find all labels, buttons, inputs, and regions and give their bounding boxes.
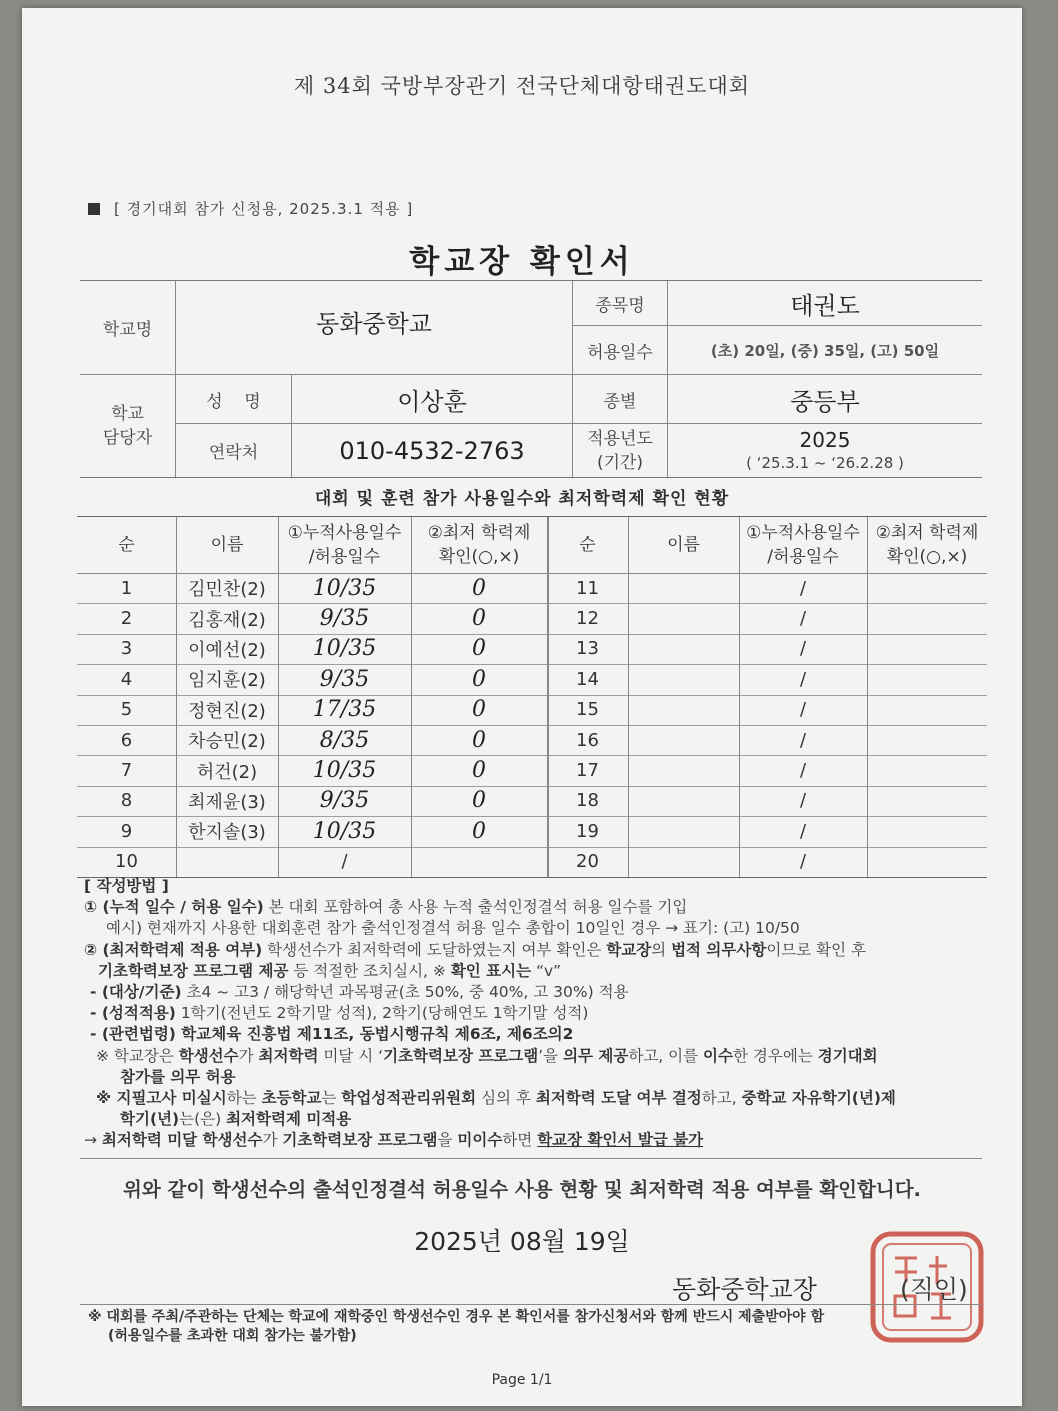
name-label: 성 명 [206,391,261,412]
document-title: 학교장 확인서 [409,244,635,280]
row-no: 2 [120,608,133,630]
instr-4b: 등 적절한 조치실시, ※ [288,961,451,980]
row-no: 8 [120,790,133,812]
instr-8a: ※ 학교장은 [96,1046,179,1065]
instr-10e: 학업성적관리위원회 [341,1089,477,1108]
info-table [80,280,982,478]
instr-11c: 최저학력제 미적용 [226,1110,352,1129]
row-days: / [799,638,807,660]
instr-12a: → [84,1131,102,1150]
row-days: 8/35 [319,727,370,753]
instr-8b: 학생선수 [178,1046,239,1065]
competition-title: 제 34회 국방부장관기 전국단체대항태권도대회 [293,74,751,98]
period-value: ( ‘25.3.1 ~ ‘26.2.28 ) [746,454,904,472]
instr-12c: 가 [262,1131,283,1150]
instructions-heading: [ 작성방법 ] [84,877,169,895]
row-days: 17/35 [312,697,377,723]
instr-10a: ※ 지필고사 미실시 [96,1089,227,1108]
header-days: ①누적사용일수 /허용일수 [746,523,860,567]
instr-7: - (관련법령) 학교체육 진흥법 제11조, 동법시행규칙 제6조, 제6조의2 [90,1025,574,1044]
instr-6a: - (성적적용) [90,1004,176,1023]
year-value: 2025 [799,428,851,452]
row-name: 김민찬(2) [188,579,266,601]
roster-table [77,516,987,878]
row-name [628,725,739,755]
header-no: 순 [579,535,596,555]
notice-text: [ 경기대회 참가 신청용, 2025.3.1 적용 ] [114,200,414,218]
instr-11b: 는(은) [179,1110,227,1129]
row-name: 차승민(2) [188,731,266,753]
row-days: 10/35 [312,636,377,662]
instr-8i: 하고, 이를 [628,1046,704,1065]
header-academic: ②최저 학력제 확인(○,×) [875,523,979,567]
row-check [867,755,987,785]
row-check [867,573,987,603]
instr-8f: 기초학력보장 프로그램 [383,1046,539,1065]
footnote-line1: ※ 대회를 주최/주관하는 단체는 학교에 재학중인 학생선수인 경우 본 확인서를 참가신청서와 함께 반드시 제출받아야 함 [88,1309,825,1325]
row-no: 10 [115,851,138,873]
row-check [867,603,987,633]
allowed-days-label: 허용일수 [587,342,653,363]
row-days: / [799,729,807,751]
instr-12e: 을 [437,1131,458,1150]
row-check: 0 [472,636,486,662]
row-name [176,847,278,877]
row-name [628,755,739,785]
row-check [867,725,987,755]
row-name [628,634,739,664]
instr-10d: 는 [321,1089,342,1108]
row-days: / [799,699,807,721]
instr-12d: 기초학력보장 프로그램 [282,1131,438,1150]
row-no: 18 [576,790,599,812]
row-name: 한지솔(3) [188,822,266,844]
division-value: 중등부 [790,387,860,416]
instr-3f: 이므로 확인 후 [766,940,867,959]
application-notice [88,198,413,219]
row-check: 0 [472,758,486,784]
row-no: 9 [120,820,133,842]
header-academic: ②최저 학력제 확인(○,×) [427,523,531,567]
instr-12g: 하면 [502,1131,538,1150]
instr-8c: 가 [238,1046,259,1065]
instr-12h: 학교장 확인서 발급 불가 [537,1131,704,1150]
instr-8d: 최저학력 [258,1046,319,1065]
instr-4c: 확인 표시는 [450,961,532,980]
instr-10i: 중학교 자유학기(년)제 [741,1089,896,1108]
issue-date: 2025년 08월 19일 [414,1227,630,1256]
instructions [84,876,1004,1152]
row-name [628,573,739,603]
principal-name: 동화중학교장 [672,1275,817,1304]
name-value: 이상훈 [397,387,467,416]
row-days: 10/35 [312,758,377,784]
row-no: 3 [120,638,133,660]
row-days: 10/35 [312,575,377,601]
row-no: 5 [120,699,133,721]
row-name [628,847,739,877]
instr-10h: 하고, [701,1089,742,1108]
row-no: 17 [576,760,599,782]
page-number: Page 1/1 [491,1372,553,1388]
instr-8h: 의무 제공 [563,1046,629,1065]
row-no: 12 [576,608,599,630]
instr-3a: ② (최저학력제 적용 여부) [84,940,263,959]
row-name: 최제윤(3) [188,791,266,813]
row-name: 허건(2) [196,761,258,783]
row-no: 20 [576,851,599,873]
row-name [628,695,739,725]
confirmation-text: 위와 같이 학생선수의 출석인정결석 허용일수 사용 현황 및 최저학력 적용 여부를 확인합니다. [123,1178,921,1201]
row-name: 김홍재(2) [188,609,266,631]
instr-8l: 경기대회 [817,1046,878,1065]
row-check [867,695,987,725]
footnote [88,1308,824,1346]
division-label: 종별 [603,391,637,412]
row-name: 이예선(2) [188,639,266,661]
header-days: ①누적사용일수 /허용일수 [287,523,402,567]
row-no: 4 [120,668,133,690]
instr-1a: ① (누적 일수 / 허용 일수) [84,898,264,917]
row-check [867,634,987,664]
footnote-line2: (허용일수를 초과한 대회 참가는 불가함) [108,1328,357,1344]
row-check: 0 [472,606,486,632]
instr-5a: - (대상/기준) [90,983,182,1002]
contact-label: 연락처 [208,443,259,463]
header-name: 이름 [667,535,700,555]
row-no: 1 [120,577,133,599]
row-check [867,786,987,816]
instr-3d: 의 [651,940,672,959]
instr-1b: 본 대회 포함하여 총 사용 누적 출석인정결석 허용 일수를 기입 [263,898,688,917]
instr-9: 참가를 의무 허용 [120,1067,236,1086]
row-no: 16 [576,729,599,751]
instr-3b: 학생선수가 최저학력에 도달하였는지 여부 확인은 [262,940,607,959]
instr-3c: 학교장 [606,940,652,959]
instr-3e: 법적 의무사항 [671,940,767,959]
row-days: / [799,577,807,599]
row-days: / [799,668,807,690]
row-name [628,664,739,694]
school-value: 동화중학교 [316,310,432,338]
row-check [867,847,987,877]
instr-10b: 하는 [226,1089,262,1108]
row-name [628,786,739,816]
instr-8g: ’을 [538,1046,564,1065]
row-days: 9/35 [319,666,370,692]
row-days: 9/35 [319,788,370,814]
instr-10c: 초등학교 [261,1089,322,1108]
roster-section-title: 대회 및 훈련 참가 사용일수와 최저학력제 확인 현황 [314,489,730,509]
row-check: 0 [472,727,486,753]
row-days: 9/35 [319,606,370,632]
event-label: 종목명 [595,295,645,316]
row-no: 6 [120,729,133,751]
instr-10f: 심의 후 [476,1089,536,1108]
row-no: 13 [576,638,599,660]
header-no: 순 [118,535,135,555]
seal-label: (직인) [900,1275,968,1304]
row-no: 7 [120,760,133,782]
row-name [628,603,739,633]
row-check: 0 [472,666,486,692]
instr-6b: 1학기(전년도 2학기말 성적), 2학기(당해연도 1학기말 성적) [175,1004,589,1023]
row-days: / [799,608,807,630]
row-name: 정현진(2) [188,700,266,722]
instr-10g: 최저학력 도달 여부 결정 [535,1089,702,1108]
instr-12b: 최저학력 미달 학생선수 [101,1131,263,1150]
instr-5b: 초4 ~ 고3 / 해당학년 과목평균(초 50%, 중 40%, 고 30%) 적용 [181,983,629,1002]
instr-11a: 학기(년) [120,1110,180,1129]
row-check: 0 [472,697,486,723]
contact-value: 010-4532-2763 [339,436,525,465]
instr-2: 예시) 현재까지 사용한 대회훈련 참가 출석인정결석 허용 일수 총합이 10일인 경우 → 표기: (고) 10/50 [106,919,800,938]
year-label: 적용년도 (기간) [587,428,653,473]
allowed-days-value: (초) 20일, (중) 35일, (고) 50일 [710,341,940,360]
event-value: 태권도 [790,291,860,320]
row-days: / [799,760,807,782]
row-check [867,664,987,694]
row-no: 14 [576,668,599,690]
row-check: 0 [472,788,486,814]
row-no: 19 [576,820,599,842]
row-name: 임지훈(2) [188,670,266,692]
row-no: 11 [576,577,599,599]
row-days: / [799,790,807,812]
document-page [22,8,1022,1406]
school-label: 학교명 [102,320,153,340]
header-name: 이름 [210,535,244,555]
row-check: 0 [472,818,486,844]
instr-4a: 기초학력보장 프로그램 제공 [98,961,289,980]
instr-8j: 이수 [703,1046,733,1065]
row-days: / [799,851,807,873]
square-bullet-icon [88,203,100,215]
row-check [867,816,987,846]
manager-label: 학교 담당자 [102,404,153,448]
row-days: / [341,851,348,873]
instr-8k: 한 경우에는 [733,1046,818,1065]
row-check [411,847,547,877]
instr-8e: 미달 시 ‘ [318,1046,384,1065]
instr-4d: “v” [531,961,561,980]
row-check: 0 [472,575,486,601]
row-days: 10/35 [312,818,377,844]
instr-12f: 미이수 [457,1131,503,1150]
row-no: 15 [576,699,599,721]
row-days: / [799,820,807,842]
row-name [628,816,739,846]
